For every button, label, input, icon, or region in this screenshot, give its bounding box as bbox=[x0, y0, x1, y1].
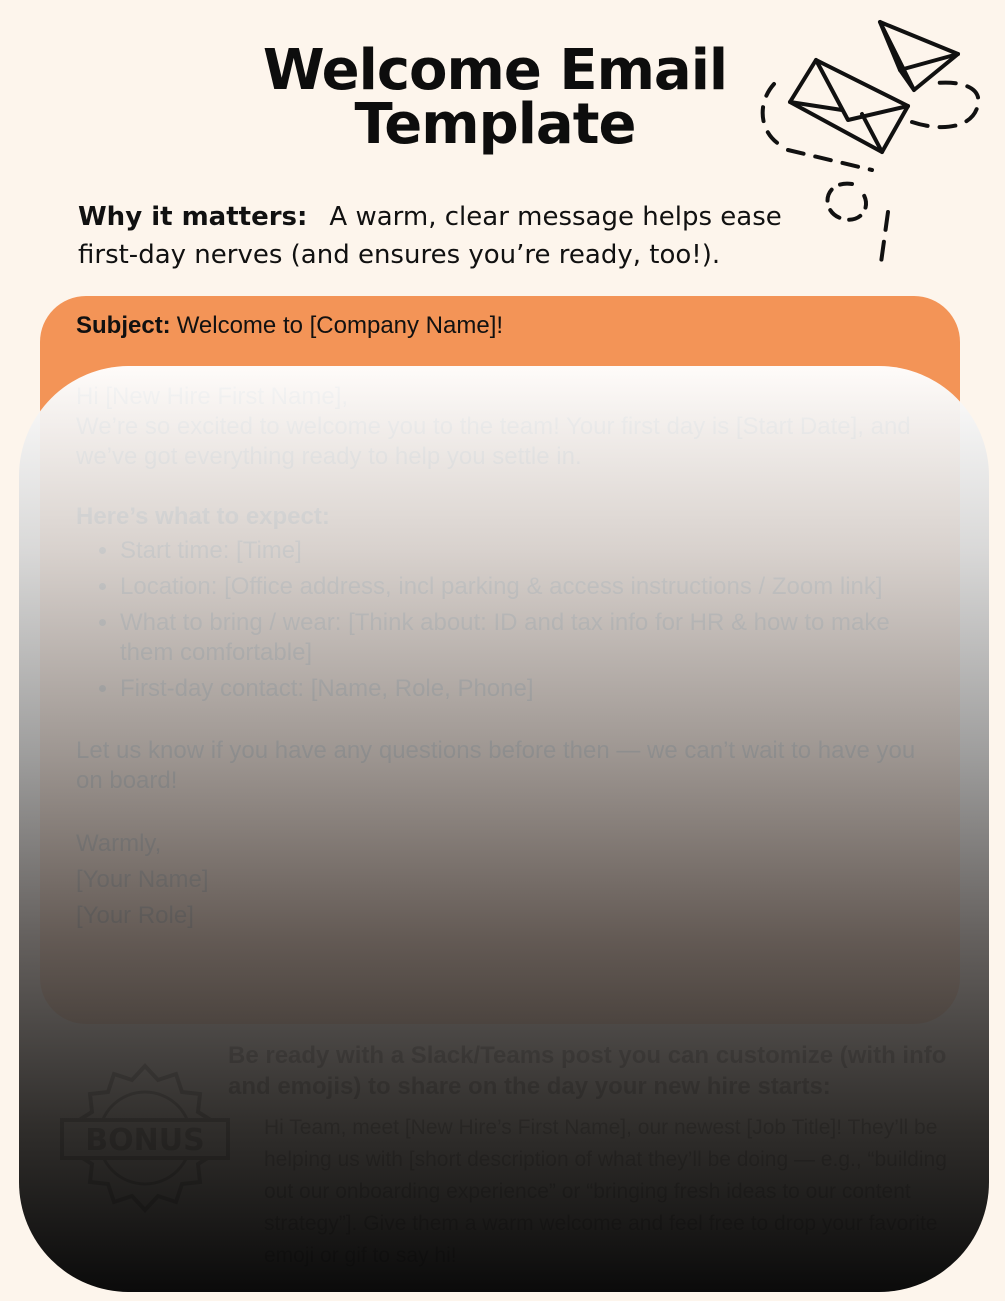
why-label: Why it matters: bbox=[78, 202, 308, 232]
subject-value: Welcome to [Company Name]! bbox=[176, 312, 504, 339]
gradient-overlay bbox=[19, 366, 989, 1292]
subject-label: Subject: bbox=[76, 312, 171, 339]
why-text: A warm, clear message helps ease first-day nerves (and ensures you’re ready, too!). bbox=[78, 202, 782, 270]
title-line-1: Welcome Email bbox=[262, 38, 728, 103]
envelope-icon bbox=[790, 60, 908, 152]
email-subject bbox=[76, 312, 503, 340]
title-line-2: Template bbox=[354, 92, 636, 157]
page-title bbox=[230, 38, 760, 157]
why-it-matters bbox=[78, 198, 838, 274]
paper-plane-icon bbox=[880, 22, 958, 90]
